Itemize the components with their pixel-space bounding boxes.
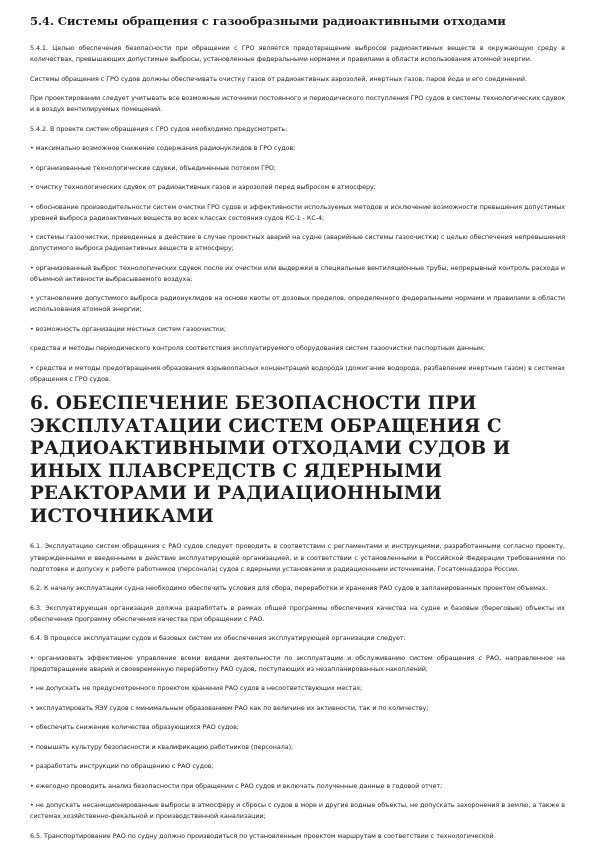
list-item: • средства и методы предотвращения образования взрывоопасных концентраций водорода (дожигание водорода, разбавление инертным газом) в системах обращения с ГРО судов.: [30, 363, 565, 383]
list-item: • обоснование производительности систем очистки ГРО судов и эффективности используемых методов и исключение возможности превышения допустимых уровней выброса радиоактивных веществ во всех классах состояния судов КС-1 - КС-4;: [30, 202, 565, 222]
list-item: • установление допустимого выброса радионуклидов на основе квоты от дозовых пределов, определенного федеральными нормами и правилами в области использования атомной энергии;: [30, 294, 565, 314]
list-item: • максимально возможное снижение содержания радионуклидов в ГРО судов;: [30, 144, 296, 153]
section-5-4-heading: 5.4. Системы обращения с газообразными радиоактивными отходами: [30, 14, 506, 28]
list-item: • организовать эффективное управление всеми видами деятельности по эксплуатации и обслуживанию систем обращения с РАО, направленное на предотвращение аварий и своевременную переработку РАО судов, поступающих из незапланированных накоплений;: [30, 653, 565, 673]
list-item: • не допускать несанкционированные выбросы в атмосферу и сбросы с судов в море и другие водные объекты, не допускать захоронения в землю, а также в системах хозяйственно-фекальной и производственной канализации;: [30, 801, 565, 821]
list-item: • разработать инструкции по обращению с РАО судов;: [30, 762, 214, 771]
paragraph: 6.5. Транспортирование РАО по судну должно производиться по установленным проектом маршрутам в соответствии с технологической: [30, 831, 494, 840]
list-item: • организованные технологические сдувки, объединенные потоком ГРО;: [30, 163, 276, 172]
paragraph: 6.3. Эксплуатирующая организация должна разработать в рамках общей программы обеспечения качества на судне и базовые (береговые) объекты их обеспечения программу обеспечения качества при обращении с РАО.: [30, 603, 565, 623]
list-item: • организованный выброс технологических сдувок после их очистки или выдержки в специальные вентиляционные трубы, непрерывный контроль расхода и объемной активности выбрасываемого воздуха;: [30, 263, 565, 283]
list-item: • очистку технологических сдувок от радиоактивных газов и аэрозолей перед выбросом в атмосферу;: [30, 183, 376, 192]
list-item: • не допускать не предусмотренного проектом хранения РАО судов в несоответствующих местах;: [30, 684, 363, 693]
paragraph: 6.2. К началу эксплуатации судна необходимо обеспечить условия для сбора, переработки и хранения РАО судов в запланированных проектом объемах.: [30, 584, 548, 593]
list-item: • обеспечить снижение количества образующихся РАО судов;: [30, 723, 239, 732]
paragraph: Системы обращения с ГРО судов должны обеспечивать очистку газов от радиоактивных аэрозолей, инертных газов, паров йода и его соединений.: [30, 74, 527, 83]
paragraph: 5.4.1. Целью обеспечения безопасности при обращении с ГРО является предотвращение выбросов радиоактивных веществ в окружающую среду в количествах, превышающих допустимые выбросы, установленные федеральными нормами и правилами в области использования атомной энергии.: [30, 44, 565, 64]
section-6-heading: 6. ОБЕСПЕЧЕНИЕ БЕЗОПАСНОСТИ ПРИ ЭКСПЛУАТАЦИИ СИСТЕМ ОБРАЩЕНИЯ С РАДИОАКТИВНЫМИ ОТХОДАМИ СУДОВ И ИНЫХ ПЛАВСРЕДСТВ С ЯДЕРНЫМИ РЕАКТОРАМИ И РАДИАЦИОННЫМИ ИСТОЧНИКАМИ: [30, 393, 511, 527]
list-item: • системы газоочистки, приведенные в действие в случае проектных аварий на судне (аварийные системы газоочистки) с целью обеспечения непревышения допустимого выброса радиоактивных веществ в атмосферу;: [30, 233, 565, 253]
paragraph: 6.4. В процессе эксплуатации судов и базовых систем их обеспечения эксплуатирующей организации следует:: [30, 634, 406, 643]
list-item: средства и методы периодического контроля соответствия эксплуатируемого оборудования систем газоочистки паспортным данным;: [30, 344, 486, 353]
list-item: • повышать культуру безопасности и квалификацию работников (персонала);: [30, 742, 294, 751]
list-item: • эксплуатировать ЯЭУ судов с минимальным образованием РАО как по величине их активности, так и по количеству;: [30, 703, 429, 712]
list-item: • ежегодно проводить анализ безопасности при обращении с РАО судов и включать полученные данные в годовой отчет;: [30, 781, 443, 790]
list-item: • возможность организации местных систем газоочистки;: [30, 324, 226, 333]
paragraph: 5.4.2. В проекте систем обращения с ГРО судов необходимо предусмотреть:: [30, 124, 288, 133]
paragraph: При проектировании следует учитывать все возможные источники постоянного и периодического поступления ГРО судов в системы технологических сдувок и в воздух вентилируемых помещений.: [30, 94, 565, 114]
paragraph: 6.1. Эксплуатацию систем обращения с РАО судов следует проводить в соответствии с регламентами и инструкциями, разработанными согласно проекту, утвержденными и введенными в действие эксплуатирующей организацией, и в соответствии с установленными в Российской Федерации требованиями по подготовке и допуску к работе работников (персонала) судов с ядерными установками и радиационными источниками, Госатомнадзора России.: [30, 542, 565, 573]
